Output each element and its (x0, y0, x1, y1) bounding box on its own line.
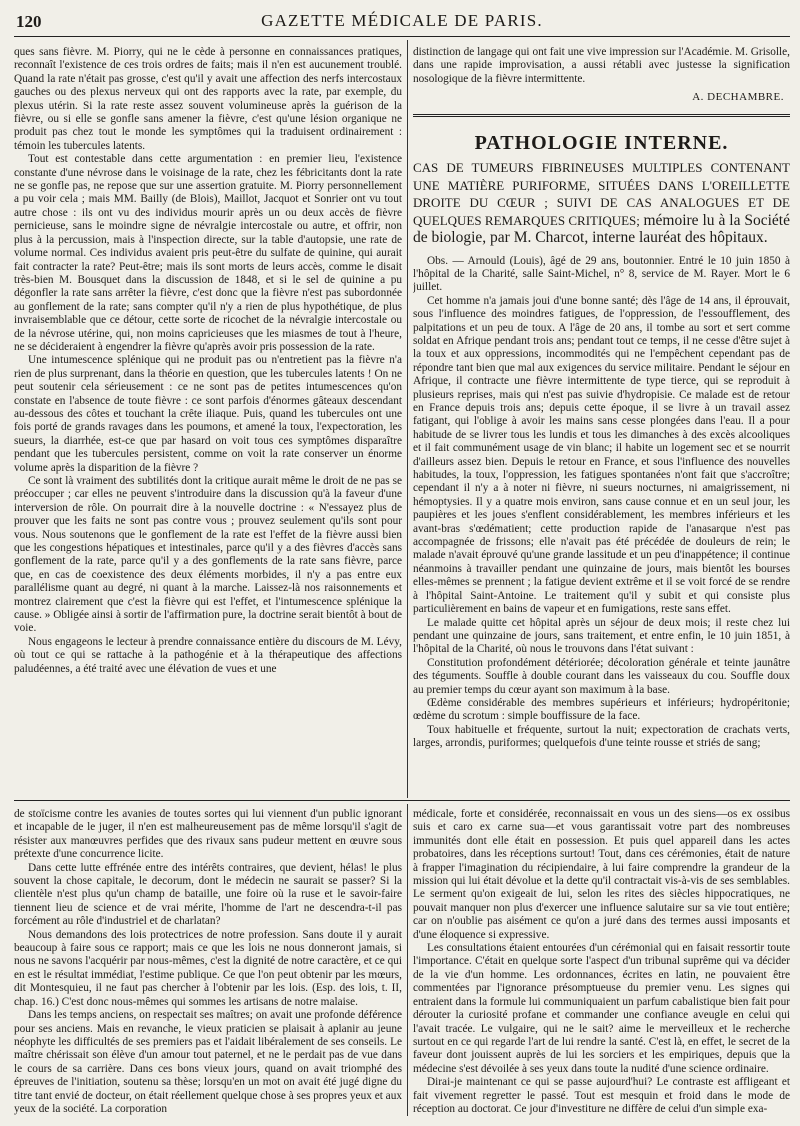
paragraph: Nous engageons le lecteur à prendre connaissance entière du discours de M. Lévy, où tout ce qui se rattache à la pathogénie et à la thérapeutique des affections paludéennes, a été traité avec une élévation de vues et une (14, 635, 402, 675)
paragraph: Dans cette lutte effrénée entre des intérêts contraires, que devient, hélas! le plus souvent la chose capitale, le decorum, dont le médecin ne saurait se passer? Si la clientèle n'est plus qu'un champ de bataille, une foire où la ruse et le savoir-faire tiennent lieu de science et de vrai mérite, l'homme de l'art ne descendra-t-il pas forcément au rôle d'industriel et de charlatan? (14, 861, 402, 928)
paragraph: Constitution profondément détériorée; décoloration générale et teinte jaunâtre des téguments. Souffle à double courant dans les vaisseaux du cou. Souffle doux au premier temps du cœur ayant son maximum à la base. (413, 656, 790, 696)
article-title (413, 160, 790, 248)
journal-title: GAZETTE MÉDICALE DE PARIS. (261, 11, 543, 30)
lower-right-column (413, 808, 790, 1116)
paragraph: Les consultations étaient entourées d'un cérémonial qui en faisait ressortir toute l'importance. C'était en quelque sorte l'aspect d'un tribunal suprême qui va décider de la vie d'un homme. Les ordonnances, écrites en latin, ne pouvaient être commentées par l'ignorance présomptueuse du premier venu. Les signes qui entraient dans la formule lui communiquaient un parfum cabalistique bien fait pour dérouter la curiosité profane et commander une confiance aveugle en celui qui l'avait tracée. Le vulgaire, qui ne le sait? aime le merveilleux et le recherche surtout en ce qui regarde l'art de lui rendre la santé. C'est là, en effet, le secret de la faveur dont jouissent auprès de lui les sorciers et les empiriques, depuis que la médecine s'est dévoilée à ses yeux dans toute la nudité d'une science ordinaire. (413, 942, 790, 1075)
paragraph: Dirai-je maintenant ce qui se passe aujourd'hui? Le contraste est affligeant et fait vivement regretter le passé. Tout est mesquin et froid dans le mode de réception au doctorat. Ce jour d'investiture ne diffère de celui d'un simple exa- (413, 1076, 790, 1115)
paragraph: Cet homme n'a jamais joui d'une bonne santé; dès l'âge de 14 ans, il éprouvait, sous l'influence des moindres fatigues, de l'oppression, de l'essoufflement, des palpitations et un peu de toux. A l'âge de 20 ans, il tombe au sort et sert comme soldat en Afrique pendant trois ans; pendant tout ce temps, il ne cesse d'être sujet à la toux et aux oppressions, incommodités qui ne l'empêchent cependant pas de répondre tant bien que mal aux exigences du service militaire. Pendant le séjour en Afrique, il contracte une fièvre intermittente de type tierce, qui se reproduit à plusieurs reprises, mais qui n'est pas suivie d'hydropisie. Ce malade est de retour en France depuis trois ans; depuis cette époque, il se livre à un travail assez fatigant, qui l'oblige à avoir les mains sans cesse plongées dans l'eau. Il a pour habitude de se livrer tous les lundis et tous les dimanches à des excès alcooliques et il fait communément usage de vin blanc; il habite un logement sec et se nourrit d'ailleurs assez bien. Depuis le retour en France, et sous l'influence des nouvelles habitudes, la toux, l'oppression, les fatigues spontanées n'ont fait que s'accroître; cependant il n'y a à noter ni fièvre, ni sueurs nocturnes, ni amaigrissement, ni hémoptysies. Il y a quatre mois environ, sans cause connue et en un seul jour, les paupières et les joues s'enflent considérablement, les membres inférieurs et les avant-bras s'œdématient; cette production rapide de l'anasarque n'est pas accompagnée de frissons; elle n'avait pas été précédée de douleurs de rein; le malade n'avait éprouvé qu'une grande lassitude et un peu d'inappétence; il continue néanmoins à travailler pendant une quinzaine de jours, mais bientôt les bourses elles-mêmes se prennent ; la fatigue devient extrême et il se voit forcé de se rendre à l'hôpital Saint-Antoine. Le traitement qu'il y subit et qui consiste plus particulièrement en bains de vapeur et en fumigations, reste sans effet. (413, 294, 790, 616)
article-title-rest: mémoire lu à la Société de biologie, par M. Charcot, interne lauréat des hôpitaux. (413, 211, 790, 247)
column-divider-upper (407, 40, 408, 798)
paragraph: Nous demandons des lois protectrices de notre profession. Sans doute il y aurait beaucoup à faire sous ce rapport; mais ce que les lois ne nous donneront jamais, si nous ne savons l'acquérir par nous-mêmes, c'est la dignité de notre caractère, et ce qui en est le résultat immédiat, l'estime publique. Ce que l'on peut obtenir par les mœurs, dit Montesquieu, il ne faut pas chercher à l'obtenir par les lois. (Esp. des lois, t. II, chap. 16.) C'est donc nous-mêmes qui sommes les artisans de notre malaise. (14, 928, 402, 1008)
paragraph: médicale, forte et considérée, reconnaissait en vous un des siens—os ex ossibus suis et caro ex carne sua—et vous garantissait votre part des nombreuses immunités dont elle était en possession. Et puis quel appareil dans les actes probatoires, dans les réceptions surtout! Tout, dans ces cérémonies, était de nature à frapper l'imagination du récipiendaire, à lui faire comprendre la grandeur de la mission qui lui était dévolue et la dette qu'il contractait vis-à-vis de ses semblables. Le serment qu'on exigeait de lui, selon les rites des siècles hippocratiques, ne pouvait manquer non plus d'exercer une influence salutaire sur sa vie tout entière; car on n'oublie pas aisément ce qu'on a juré dans des termes aussi imposants et d'une éloquence si expressive. (413, 808, 790, 941)
newspaper-page (14, 6, 790, 1118)
page-header (14, 6, 790, 34)
paragraph: Toux habituelle et fréquente, surtout la nuit; expectoration de crachats verts, larges, arrondis, puriformes; quelquefois d'une teinte rousse et striés de sang; (413, 723, 790, 750)
paragraph: Œdème considérable des membres supérieurs et inférieurs; hydropéritonie; œdème du scrotum : simple bouffissure de la face. (413, 696, 790, 723)
section-divider (14, 800, 790, 801)
paragraph: distinction de langage qui ont fait une vive impression sur l'Académie. M. Grisolle, dans une rapide improvisation, a aussi rétabli avec justesse la signification nosologique de la fièvre intermittente. (413, 46, 790, 85)
paragraph: Tout est contestable dans cette argumentation : en premier lieu, l'existence constante d'une névrose dans le voisinage de la rate, chez les fébricitants dont la rate ne se gonfle pas, ne repose que sur une assertion gratuite. M. Piorry personnellement a pu voir cela ; mais MM. Bailly (de Blois), Maillot, Jacquot et Sonrier ont vu tout autre chose : ils ont vu des individus mourir après un ou deux accès de fièvre pernicieuse, sans le moindre signe de névralgie intercostale ou autre, et offrir, non plus à la percussion, mais à l'inspection directe, sur la table d'autopsie, une rate de volume normal. Ces individus avaient pris peut-être du sulfate de quinine, qui aurait fait contracter la rate? Peut-être; mais ils sont morts de leurs accès, comme le disait très-bien M. Bousquet dans la discussion de 1848, et si le sel de quinine a pu dégonfler la rate sans arrêter la fièvre, c'est donc que la fièvre n'est pas subordonnée au gonflement de la rate; sans compter qu'il n'y a rien de plus hypothétique, de plus invraisemblable que ce détour, cette sorte de ricochet de la névralgie intercostale ou de la névrose utérine, qui, non moins capricieuses que les miasmes de tout à l'heure, ne se décideraient à engendrer la fièvre qu'après avoir pris possession de la rate. (14, 153, 402, 353)
author-signature: A. DECHAMBRE. (692, 91, 784, 104)
paragraph: Ce sont là vraiment des subtilités dont la critique aurait même le droit de ne pas se préoccuper ; car elles ne peuvent s'introduire dans la discussion qu'à la faveur d'une interversion de rôle. On pourrait dire à la nouvelle doctrine : « N'essayez plus de prouver que les faits ne sont pas contre vous ; prouvez seulement qu'ils sont pour vous. Nous soutenons que le gonflement de la rate est l'effet de la fièvre aussi bien que les congestions hépatiques et intestinales, parce qu'il y a des fièvres d'accès sans gonflement de la rate, parce qu'il y a des gonflements de la rate sans fièvre, parce que, en cas de coexistence des deux éléments morbides, il n'y a pas entre eux parallélisme quant au degré, ni quant à la marche. Laissez-là nos raisonnements et montrez clairement que c'est la fièvre qui est l'effet, et l'intumescence splénique la cause. » Obligée ainsi à sortir de l'affirmation pure, la doctrine serait bientôt à bout de voie. (14, 475, 402, 635)
upper-left-column (14, 46, 402, 794)
paragraph: de stoïcisme contre les avanies de toutes sortes qui lui viennent d'un public ignorant et incapable de le juger, il n'en est malheureusement pas de même lorsqu'il s'agit de résister aux manœuvres perfides que des rivaux sans pudeur mettent en œuvre sous prétexte d'une concurrence licite. (14, 808, 402, 861)
article-title-smallcaps: CAS DE TUMEURS FIBRINEUSES MULTIPLES CONTENANT UNE MATIÈRE PURIFORME, SITUÉES DANS L'OREILLETTE DROITE DU CŒUR ; SUIVI DE CAS ANALOGUES ET DE QUELQUES REMARQUES CRITIQUES; (413, 160, 790, 228)
section-title: PATHOLOGIE INTERNE. (474, 131, 729, 154)
paragraph: Le malade quitte cet hôpital après un séjour de deux mois; il reste chez lui pendant une quinzaine de jours, sans traitement, et entre enfin, le 10 juin 1851, à l'hôpital de la Charité, où nous le trouvons dans l'état suivant : (413, 616, 790, 656)
paragraph: Une intumescence splénique qui ne produit pas ou n'entretient pas la fièvre n'a rien de plus surprenant, dans la théorie en question, que les tubercules latents ! On ne peut soutenir cela sérieusement : ce ne sont pas de petites intumescences qu'on constate en l'absence de toute fièvre : ce sont parfois d'énormes gâteaux descendant au-dessous des côtes et touchant la crête iliaque. Puis, quand les tubercules ont une fois porté de grands ravages dans les poumons, et amené la toux, l'expectoration, les sueurs, la diarrhée, est-ce que par hasard on voit tous ces symptômes disparaître pendant que les tubercules persistent, comme on voit la rate conserver un énorme volume après la disparition de la fièvre ? (14, 354, 402, 474)
paragraph: ques sans fièvre. M. Piorry, qui ne le cède à personne en connaissances pratiques, reconnaît l'existence de ces trois ordres de faits; mais il n'en est aucunement troublé. Quand la rate n'était pas grosse, c'est qu'il y avait une affection des nerfs intercostaux gauches ou des plexus nerveux qui ont des rapports avec la rate, par exemple, du plexus utérin. Si la rate reste assez souvent volumineuse après la guérison de la fièvre, ou si elle se gonfle sans amener la fièvre, c'est qu'une lésion organique ne produit pas chez tout le monde les symptômes qui la traduisent ordinairement : témoin les tubercules latents. (14, 46, 402, 152)
paragraph: Dans les temps anciens, on respectait ses maîtres; on avait une profonde déférence pour ses anciens. Mais en revanche, le vieux praticien se plaisait à aplanir au jeune néophyte les difficultés de ses premiers pas et l'aidait libéralement de ses conseils. Le maître chérissait son élève d'un amour tout paternel, et ne le perdait pas de vue dans le cours de sa carrière. Dans ces bons vieux jours, quand on avait triomphé des épreuves de l'initiation, soutenu sa thèse; lorsqu'en un mot on avait été jugé digne du titre tant envié de docteur, on était réellement quelque chose à ses propres yeux et aux yeux de la société. La corporation (14, 1009, 402, 1115)
page-number: 120 (16, 12, 42, 31)
column-divider-lower (407, 804, 408, 1116)
upper-right-column (413, 46, 790, 794)
section-rule (413, 114, 790, 117)
header-rule (14, 36, 790, 37)
paragraph: Obs. — Arnould (Louis), âgé de 29 ans, boutonnier. Entré le 10 juin 1850 à l'hôpital de la Charité, salle Saint-Michel, n° 8, service de M. Rayer. Mort le 6 juillet. (413, 254, 790, 294)
lower-left-column (14, 808, 402, 1116)
